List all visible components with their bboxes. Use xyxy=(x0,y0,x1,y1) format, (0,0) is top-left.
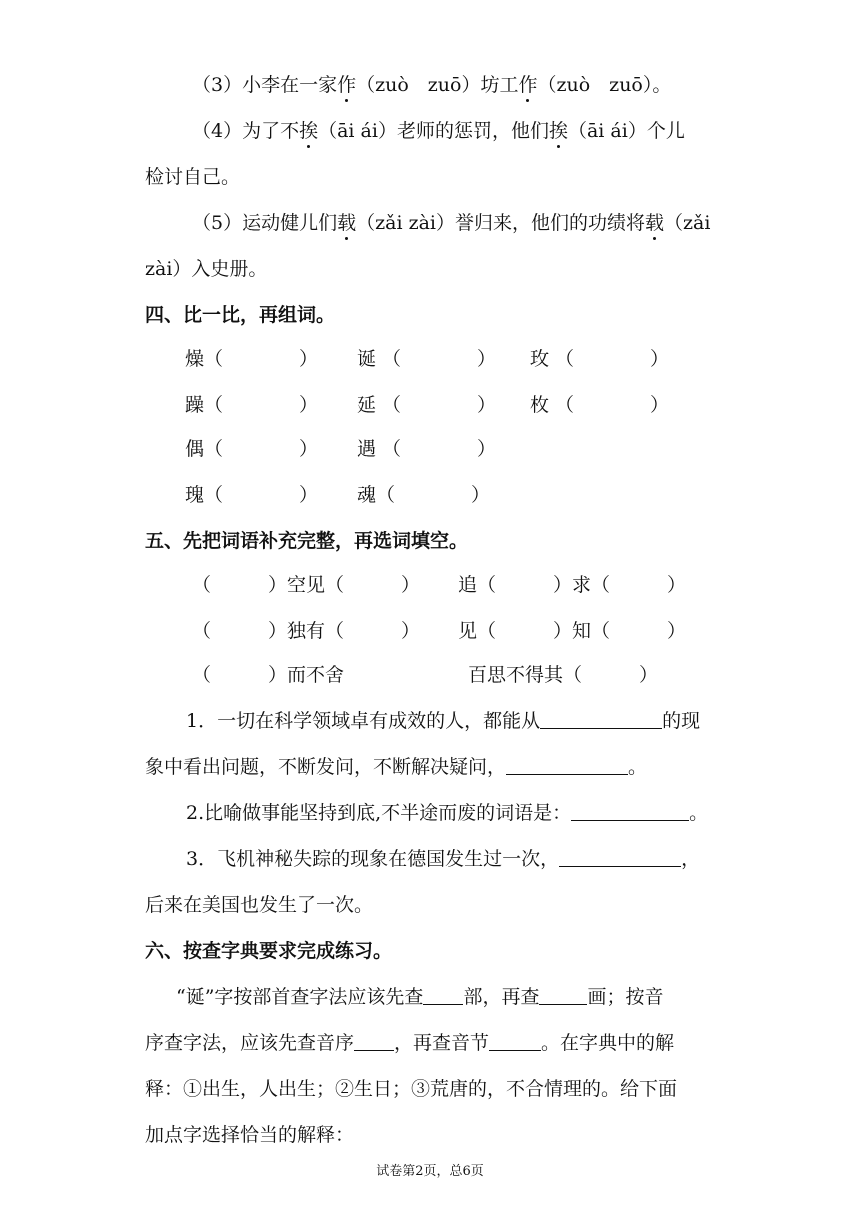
s6-text: 。在字典中的解 xyxy=(541,1032,675,1054)
s6-para-line xyxy=(176,984,663,1010)
page-footer: 试卷第2页，总6页 xyxy=(376,1164,484,1179)
s5-q2-text: 2.比喻做事能坚持到底,不半途而废的词语是： xyxy=(186,802,572,824)
s5-q2-text: 。 xyxy=(689,802,709,824)
dotted-char: 作 xyxy=(518,74,538,96)
idiom-fill-cell: （ ）空见（ ） xyxy=(192,574,421,596)
word-pair-cell: 遇 （ ） xyxy=(357,438,497,460)
dotted-char: 载 xyxy=(644,212,664,234)
s6-text: 序查字法，应该先查音序 xyxy=(145,1032,355,1054)
answer-blank[interactable] xyxy=(559,848,681,867)
s5-q1-text: 1．一切在科学领域卓有成效的人，都能从 xyxy=(186,710,541,732)
answer-blank[interactable] xyxy=(506,756,628,775)
s5-q1-continuation xyxy=(145,754,647,780)
s6-text: 部，再查 xyxy=(463,986,540,1008)
q4-continuation: 检讨自己。 xyxy=(145,166,241,188)
answer-blank[interactable] xyxy=(354,1032,394,1051)
s5-q1-text: 的现 xyxy=(662,710,701,732)
answer-blank[interactable] xyxy=(571,802,689,821)
word-pair-cell: 燥（ ） xyxy=(185,348,319,370)
word-pair-cell: 玫 （ ） xyxy=(530,348,670,370)
idiom-fill-cell: 追（ ）求（ ） xyxy=(458,574,687,596)
s5-q3-text: ， xyxy=(681,848,701,870)
q3-pinyin-options: （zuò zuō）。 xyxy=(537,74,672,96)
q3-pinyin-options: （zuò zuō）坊工 xyxy=(356,74,519,96)
q4-text: （4）为了不 xyxy=(192,120,300,142)
section5-title: 五、先把词语补充完整，再选词填空。 xyxy=(145,530,469,552)
q3-line xyxy=(192,72,671,98)
word-pair-cell: 枚 （ ） xyxy=(530,394,670,416)
idiom-fill-cell: 见（ ）知（ ） xyxy=(458,620,687,642)
q4-line xyxy=(192,118,685,144)
q5-continuation: zài）入史册。 xyxy=(145,258,268,280)
s5-q2-line xyxy=(186,800,708,826)
word-pair-cell: 躁（ ） xyxy=(185,394,319,416)
s5-q1-line xyxy=(186,708,700,734)
q4-pinyin-options: （āi ái）个儿 xyxy=(567,120,685,142)
section6-title: 六、按查字典要求完成练习。 xyxy=(145,940,393,962)
s5-q1-text: 象中看出问题，不断发问，不断解决疑问， xyxy=(145,756,507,778)
section4-title: 四、比一比，再组词。 xyxy=(145,304,336,326)
q4-pinyin-options: （āi ái）老师的惩罚，他们 xyxy=(318,120,549,142)
s5-q3-line xyxy=(186,846,700,872)
word-pair-cell: 偶（ ） xyxy=(185,438,319,460)
dotted-char: 载 xyxy=(337,212,357,234)
answer-blank[interactable] xyxy=(489,1032,541,1051)
s6-para-line: 释：①出生，人出生；②生日；③荒唐的，不合情理的。给下面 xyxy=(145,1078,678,1100)
idiom-fill-cell: 百思不得其（ ） xyxy=(468,664,659,686)
word-pair-cell: 魂（ ） xyxy=(357,484,491,506)
answer-blank[interactable] xyxy=(539,986,587,1005)
s5-q3-continuation: 后来在美国也发生了一次。 xyxy=(145,894,374,916)
word-pair-cell: 延 （ ） xyxy=(357,394,497,416)
q5-line xyxy=(192,210,710,236)
s6-text: 画；按音 xyxy=(587,986,664,1008)
idiom-fill-cell: （ ）而不舍 xyxy=(192,664,345,686)
s5-q1-text: 。 xyxy=(628,756,648,778)
word-pair-cell: 诞 （ ） xyxy=(357,348,497,370)
answer-blank[interactable] xyxy=(423,986,463,1005)
word-pair-cell: 瑰（ ） xyxy=(185,484,319,506)
dotted-char: 挨 xyxy=(548,120,568,142)
dotted-char: 挨 xyxy=(299,120,319,142)
s6-para-line xyxy=(145,1030,674,1056)
s6-text: “诞”字按部首查字法应该先查 xyxy=(176,986,424,1008)
s5-q3-text: 3．飞机神秘失踪的现象在德国发生过一次， xyxy=(186,848,560,870)
answer-blank[interactable] xyxy=(540,710,662,729)
dotted-char: 作 xyxy=(337,74,357,96)
s6-text: ，再查音节 xyxy=(394,1032,490,1054)
q5-pinyin-options: （zǎi zài）誉归来，他们的功绩将 xyxy=(356,212,645,234)
idiom-fill-cell: （ ）独有（ ） xyxy=(192,620,421,642)
q5-text: （5）运动健儿们 xyxy=(192,212,338,234)
q5-pinyin-options: （zǎi xyxy=(664,212,711,234)
s6-para-line: 加点字选择恰当的解释： xyxy=(145,1124,355,1146)
q3-text: （3）小李在一家 xyxy=(192,74,338,96)
